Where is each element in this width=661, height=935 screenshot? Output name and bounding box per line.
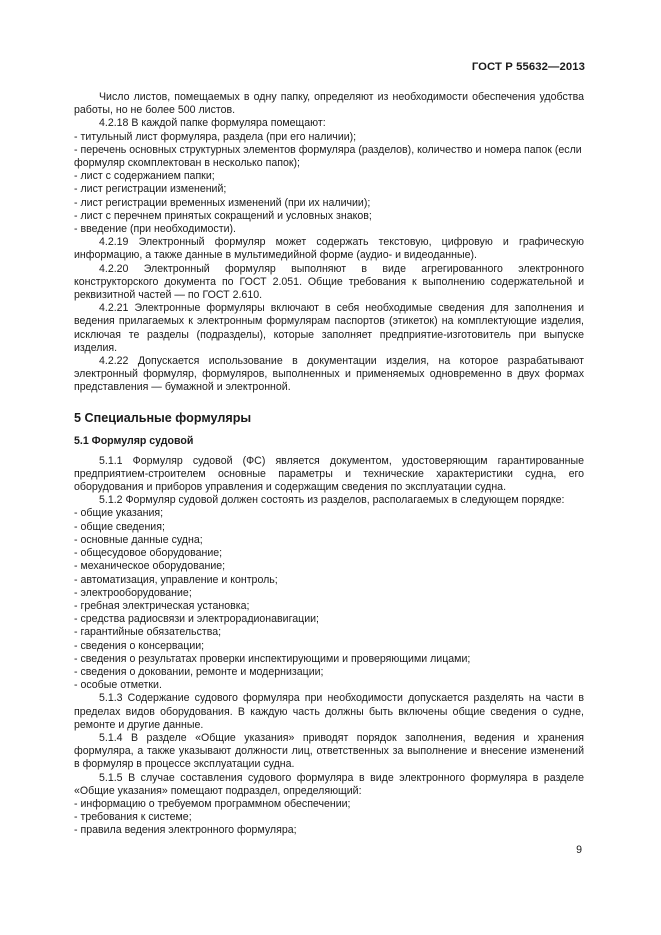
paragraph: 4.2.21 Электронные формуляры включают в себя необходимые сведения для заполнения и ведения прилагаемых к электронным формулярам паспортов (этикеток) на комплектующие изделия, исключая те разделы (подразделы), которые заполняет предприятие-изготовитель при выпуске изделия. xyxy=(74,302,584,354)
list-item: - гребная электрическая установка; xyxy=(74,600,584,613)
list-item: - общие сведения; xyxy=(74,521,584,534)
list-item: - основные данные судна; xyxy=(74,534,584,547)
list-item: - требования к системе; xyxy=(74,811,584,824)
paragraph: 5.1.2 Формуляр судовой должен состоять из разделов, располагаемых в следующем порядке: xyxy=(99,494,565,507)
list-item: - лист регистрации изменений; xyxy=(74,183,584,196)
list-item: - электрооборудование; xyxy=(74,587,584,600)
list-item: - сведения о результатах проверки инспектирующими и проверяющими лицами; xyxy=(74,653,584,666)
list-item: - лист с содержанием папки; xyxy=(74,170,584,183)
list-item: - перечень основных структурных элементов формуляра (разделов), количество и номера папок (если формуляр скомплектован в несколько папок); xyxy=(74,144,584,170)
section-heading: 5 Специальные формуляры xyxy=(74,410,252,425)
document-body xyxy=(74,91,584,838)
list-item: - титульный лист формуляра, раздела (при его наличии); xyxy=(74,131,584,144)
list-item: - средства радиосвязи и электрорадионавигации; xyxy=(74,613,584,626)
list-item: - правила ведения электронного формуляра; xyxy=(74,824,584,837)
list-item: - механическое оборудование; xyxy=(74,560,584,573)
paragraph: 4.2.18 В каждой папке формуляра помещают: xyxy=(99,117,326,130)
paragraph: Число листов, помещаемых в одну папку, определяют из необходимости обеспечения удобства работы, но не более 500 листов. xyxy=(74,91,584,117)
list-item: - информацию о требуемом программном обеспечении; xyxy=(74,798,584,811)
paragraph: 5.1.3 Содержание судового формуляра при необходимости допускается разделять на части в пределах видов оборудования. В каждую часть должны быть включены общие сведения о судне, ремонте и другие данные. xyxy=(74,692,584,731)
list-item: - автоматизация, управление и контроль; xyxy=(74,574,584,587)
list-item: - лист с перечнем принятых сокращений и условных знаков; xyxy=(74,210,584,223)
subsection-heading: 5.1 Формуляр судовой xyxy=(74,434,194,447)
paragraph: 4.2.20 Электронный формуляр выполняют в виде агрегированного электронного конструкторского документа по ГОСТ 2.051. Общие требования к выполнению содержательной и реквизитной частей — по ГОСТ 2.610. xyxy=(74,262,584,302)
paragraph: 5.1.5 В случае составления судового формуляра в виде электронного формуляра в разделе «Общие указания» помещают подраздел, определяющий: xyxy=(74,771,584,797)
paragraph: 4.2.19 Электронный формуляр может содержать текстовую, цифровую и графическую информацию, а также данные в мультимедийной форме (аудио- и видеоданные). xyxy=(74,236,584,262)
list-item: - общие указания; xyxy=(74,507,584,520)
paragraph: 4.2.22 Допускается использование в документации изделия, на которое разрабатывают электронный формуляр, формуляров, выполненных и применяемых одновременно в двух формах представления — бумажной и электронной. xyxy=(74,355,584,394)
list-item: - особые отметки. xyxy=(74,679,584,692)
list-item: - лист регистрации временных изменений (при их наличии); xyxy=(74,197,584,210)
page-number: 9 xyxy=(576,844,582,856)
list-item: - введение (при необходимости). xyxy=(74,223,584,236)
list-item: - сведения о доковании, ремонте и модернизации; xyxy=(74,666,584,679)
list-item: - сведения о консервации; xyxy=(74,640,584,653)
list-item: - общесудовое оборудование; xyxy=(74,547,584,560)
paragraph: 5.1.1 Формуляр судовой (ФС) является документом, удостоверяющим гарантированные предприятием-строителем основные параметры и технические характеристики судна, его оборудования и приборов управления и содержащим сведения по эксплуатации судна. xyxy=(74,454,584,494)
document-id-header: ГОСТ Р 55632—2013 xyxy=(471,61,585,73)
list-item: - гарантийные обязательства; xyxy=(74,626,584,639)
paragraph: 5.1.4 В разделе «Общие указания» приводят порядок заполнения, ведения и хранения формуляра, а также указывают должности лиц, ответственных за выполнение и внесение изменений в формуляр в процессе эксплуатации судна. xyxy=(74,731,584,771)
